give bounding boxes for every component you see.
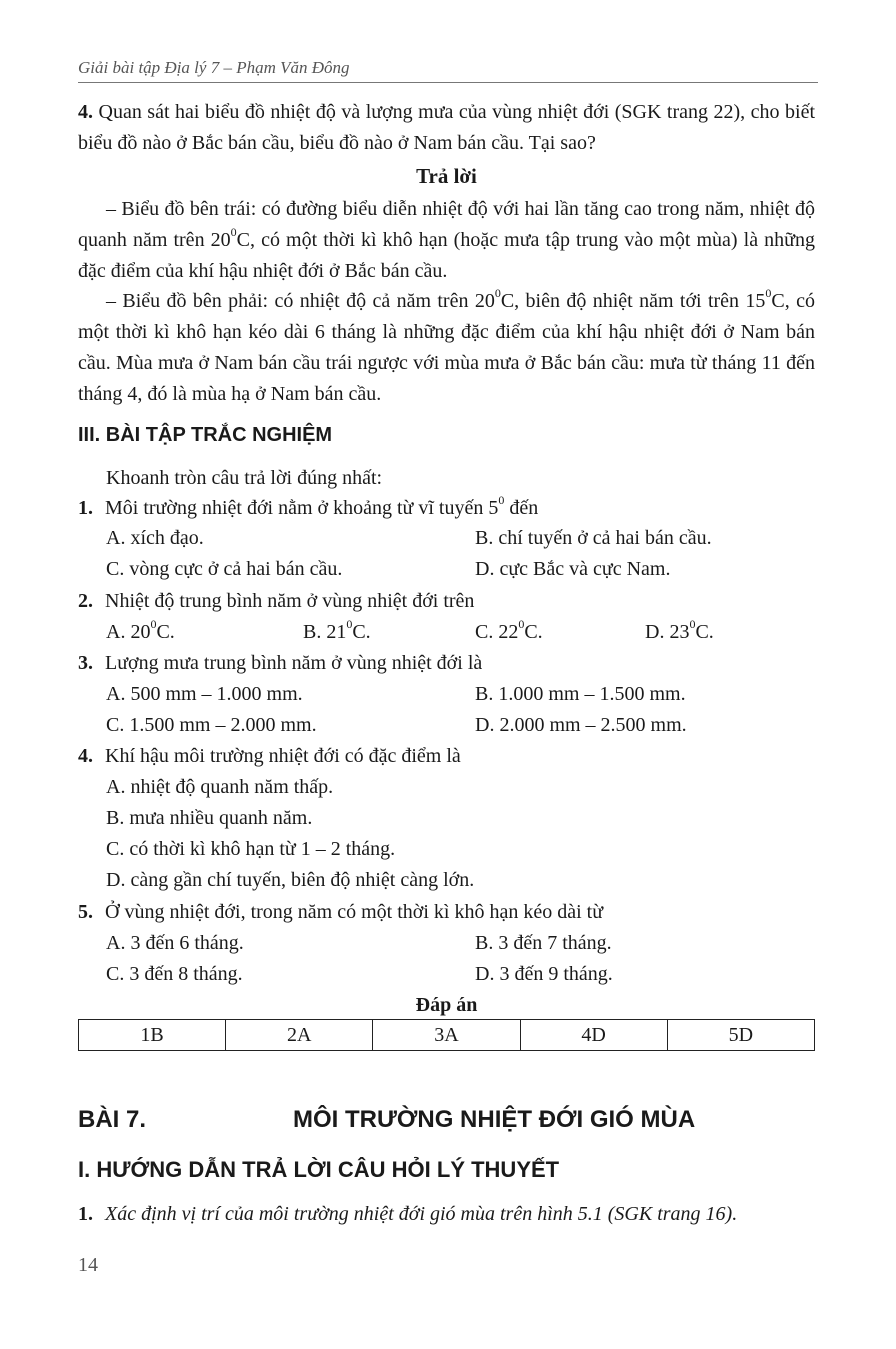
mcq-5: 5. Ở vùng nhiệt đới, trong năm có một thời kì khô hạn kéo dài từ [78, 901, 604, 923]
mcq-1-option-d[interactable]: D. cực Bắc và cực Nam. [475, 558, 671, 580]
mcq-1: 1. Môi trường nhiệt đới nằm ở khoảng từ vĩ tuyến $5^0$ đến [78, 493, 539, 519]
lesson-title: MÔI TRƯỜNG NHIỆT ĐỚI GIÓ MÙA [293, 1106, 696, 1133]
header-rule [78, 82, 818, 83]
mcq-2-option-d[interactable]: D. $23^0C$. [645, 617, 714, 643]
answer-paragraph-1: – Biểu đồ bên trái: có đường biểu diễn nhiệt độ với hai lần tăng cao trong năm, nhiệt độ quanh năm trên $20^0C$, có một thời kì khô hạn (hoặc mưa tập trung vào một mùa) là những đặc điểm của khí hậu nhiệt đới ở Bắc bán cầu. [78, 198, 816, 282]
lesson-label: BÀI 7. [78, 1106, 147, 1133]
question-4-number: 4. [78, 101, 93, 123]
answer-title: Trả lời [416, 164, 477, 188]
mcq-2: 2. Nhiệt độ trung bình năm ở vùng nhiệt đới trên [78, 590, 475, 612]
mcq-3-option-c[interactable]: C. 1.500 mm – 2.000 mm. [106, 714, 317, 736]
answer-cell: 2A [226, 1020, 373, 1051]
answer-paragraph-2: – Biểu đồ bên phải: có nhiệt độ cả năm trên $20^0C$, biên độ nhiệt năm tới trên $15^0C$, có một thời kì khô hạn kéo dài 6 tháng là những đặc điểm của khí hậu nhiệt đới ở Nam bán cầu. Mùa mưa ở Nam bán cầu trái ngược với mùa mưa ở Bắc bán cầu: mưa từ tháng 11 đến tháng 4, đó là mùa hạ ở Nam bán cầu. [78, 286, 815, 405]
mcq-1-option-b[interactable]: B. chí tuyến ở cả hai bán cầu. [475, 527, 712, 549]
mcq-5-option-a[interactable]: A. 3 đến 6 tháng. [106, 932, 244, 954]
question-4-text: Quan sát hai biểu đồ nhiệt độ và lượng mưa của vùng nhiệt đới (SGK trang 22), cho biết biểu đồ nào ở Bắc bán cầu, biểu đồ nào ở Nam bán cầu. Tại sao? [78, 101, 816, 154]
mcq-3-option-a[interactable]: A. 500 mm – 1.000 mm. [106, 683, 303, 705]
answer-key-table [78, 1019, 815, 1051]
mcq-4-option-a[interactable]: A. nhiệt độ quanh năm thấp. [106, 776, 334, 798]
running-header: Giải bài tập Địa lý 7 – Phạm Văn Đông [78, 58, 350, 77]
answer-cell: 1B [79, 1020, 226, 1051]
lesson-section-1-title: I. HƯỚNG DẪN TRẢ LỜI CÂU HỎI LÝ THUYẾT [78, 1157, 560, 1182]
answer-cell: 3A [373, 1020, 520, 1051]
mcq-4-option-d[interactable]: D. càng gần chí tuyến, biên độ nhiệt càng lớn. [106, 869, 475, 891]
answer-cell: 5D [667, 1020, 814, 1051]
mcq-3-option-b[interactable]: B. 1.000 mm – 1.500 mm. [475, 683, 686, 705]
answer-key-title: Đáp án [415, 994, 478, 1016]
section-3-title: III. BÀI TẬP TRẮC NGHIỆM [78, 424, 333, 446]
mcq-5-option-b[interactable]: B. 3 đến 7 tháng. [475, 932, 612, 954]
mcq-4-option-c[interactable]: C. có thời kì khô hạn từ 1 – 2 tháng. [106, 838, 396, 860]
mcq-4-option-b[interactable]: B. mưa nhiều quanh năm. [106, 807, 313, 829]
page-number: 14 [78, 1254, 98, 1276]
mcq-2-option-c[interactable]: C. $22^0C$. [475, 617, 543, 643]
answer-cell: 4D [520, 1020, 667, 1051]
mcq-3-option-d[interactable]: D. 2.000 mm – 2.500 mm. [475, 714, 687, 736]
mcq-1-option-a[interactable]: A. xích đạo. [106, 527, 204, 549]
mcq-2-option-a[interactable]: A. $20^0C$. [106, 617, 175, 643]
mcq-2-option-b[interactable]: B. $21^0C$. [303, 617, 371, 643]
mcq-1-option-c[interactable]: C. vòng cực ở cả hai bán cầu. [106, 558, 343, 580]
mcq-5-option-c[interactable]: C. 3 đến 8 tháng. [106, 963, 243, 985]
mcq-3: 3. Lượng mưa trung bình năm ở vùng nhiệt đới là [78, 652, 483, 674]
question-4 [78, 97, 815, 159]
mcq-4: 4. Khí hậu môi trường nhiệt đới có đặc điểm là [78, 745, 461, 767]
mcq-5-option-d[interactable]: D. 3 đến 9 tháng. [475, 963, 613, 985]
instruction: Khoanh tròn câu trả lời đúng nhất: [106, 467, 383, 489]
lesson-question-1: 1. Xác định vị trí của môi trường nhiệt đới gió mùa trên hình 5.1 (SGK trang 16). [78, 1203, 738, 1225]
